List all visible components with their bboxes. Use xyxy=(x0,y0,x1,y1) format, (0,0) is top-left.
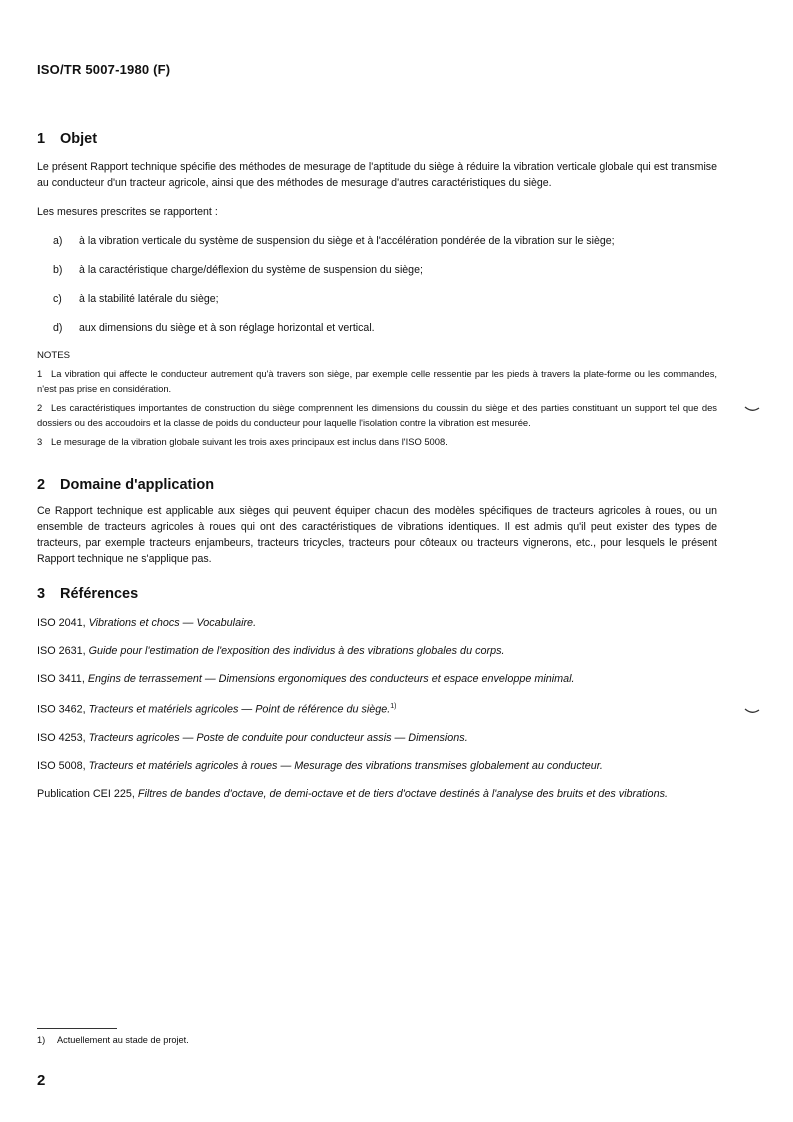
section-2-paragraph: Ce Rapport technique est applicable aux sièges qui peuvent équiper chacun des modèles spécifiques de tracteurs agricoles à roues, ou un ensemble de tracteurs agricoles à roues qui ont des caractéristiques de vibrations identiques. Il est admis qu'il peut exister des types de tracteurs, par exemple tracteurs enjambeurs, tracteurs tricycles, tracteurs pour côteaux ou tracteurs vignerons, etc., pour lesquels le présent Rapport technique ne s'applique pas. xyxy=(37,505,717,565)
footnote-text: Actuellement au stade de projet. xyxy=(57,1035,189,1045)
list-item-letter: b) xyxy=(53,264,63,276)
section-3-number: 3 xyxy=(37,586,46,602)
list-item xyxy=(37,291,717,307)
reference-item xyxy=(37,786,717,802)
reference-item xyxy=(37,615,717,631)
reference-code: ISO 4253, xyxy=(37,731,86,744)
section-3-heading xyxy=(37,585,717,603)
list-item xyxy=(37,320,717,336)
note-text: La vibration qui affecte le conducteur autrement qu'à travers son siège, par exemple celle ressentie par les pieds à travers la plate-forme ou les commandes, n'est pas prise en considération. xyxy=(37,368,717,394)
reference-title: Engins de terrassement — Dimensions ergonomiques des conducteurs et espace enveloppe minimal. xyxy=(87,673,575,685)
reference-code: Publication CEI 225, xyxy=(37,787,135,800)
note-text: Les caractéristiques importantes de construction du siège comprennent les dimensions du coussin du siège et des parties constituant un support tel que des dossiers ou des accoudoirs et la classe de poids du conducteur pour laquelle l'isolation contre la vibration est mesurée. xyxy=(37,402,717,428)
footnote-separator xyxy=(37,1028,117,1029)
list-item-letter: d) xyxy=(53,322,63,334)
reference-item xyxy=(37,699,717,718)
margin-mark-icon xyxy=(744,404,760,414)
section-1-number: 1 xyxy=(37,131,46,147)
note-number: 3 xyxy=(37,436,43,447)
section-1-intro: Les mesures prescrites se rapportent : xyxy=(37,206,218,218)
reference-code: ISO 3411, xyxy=(37,673,85,685)
reference-title: Filtres de bandes d'octave, de demi-octave et de tiers d'octave destinés à l'analyse des bruits et des vibrations. xyxy=(137,787,668,800)
section-1-paragraph: Le présent Rapport technique spécifie des méthodes de mesurage de l'aptitude du siège à réduire la vibration verticale globale qui est transmise au conducteur d'un tracteur agricole, ainsi que des méthodes de mesurage d'autres caractéristiques du siège. xyxy=(37,161,717,189)
section-3-title: Références xyxy=(60,586,139,602)
note-item xyxy=(37,366,717,396)
reference-item xyxy=(37,671,717,687)
note-number: 2 xyxy=(37,402,43,413)
note-item xyxy=(37,434,717,449)
reference-code: ISO 5008, xyxy=(37,759,86,772)
note-number: 1 xyxy=(37,368,43,379)
section-2-heading xyxy=(37,476,717,494)
section-1-title: Objet xyxy=(60,131,98,147)
margin-mark-icon xyxy=(744,706,760,716)
page-content xyxy=(37,130,717,802)
section-2-title: Domaine d'application xyxy=(60,477,215,493)
reference-code: ISO 2041, xyxy=(37,617,86,629)
reference-title: Tracteurs et matériels agricoles à roues — Mesurage des vibrations transmises globalement au conducteur. xyxy=(88,759,603,772)
footnote-marker: 1) xyxy=(390,703,397,710)
reference-item xyxy=(37,758,717,774)
note-item xyxy=(37,400,717,430)
list-item-text: à la stabilité latérale du siège; xyxy=(79,293,219,305)
list-item-letter: c) xyxy=(53,293,62,305)
reference-title: Tracteurs agricoles — Poste de conduite pour conducteur assis — Dimensions. xyxy=(88,731,468,744)
reference-code: ISO 3462, xyxy=(37,703,86,716)
reference-item xyxy=(37,643,717,659)
footnote-number: 1) xyxy=(37,1035,46,1045)
section-2-number: 2 xyxy=(37,477,46,493)
section-1-heading xyxy=(37,130,717,148)
note-text: Le mesurage de la vibration globale suivant les trois axes principaux est inclus dans l'ISO 5008. xyxy=(51,436,448,447)
list-item xyxy=(37,233,717,249)
reference-title: Vibrations et chocs — Vocabulaire. xyxy=(88,617,257,629)
notes-heading: NOTES xyxy=(37,350,71,361)
reference-item xyxy=(37,730,717,746)
measurement-list xyxy=(37,233,717,336)
reference-title: Tracteurs et matériels agricoles — Point de référence du siège. xyxy=(88,703,391,716)
list-item-text: aux dimensions du siège et à son réglage horizontal et vertical. xyxy=(79,322,375,334)
page-number: 2 xyxy=(37,1072,46,1089)
footnote xyxy=(37,1034,189,1046)
list-item xyxy=(37,262,717,278)
list-item-text: à la caractéristique charge/déflexion du système de suspension du siège; xyxy=(79,264,423,276)
list-item-letter: a) xyxy=(53,235,63,247)
list-item-text: à la vibration verticale du système de suspension du siège et à l'accélération pondérée de la vibration sur le siège; xyxy=(79,235,615,247)
reference-code: ISO 2631, xyxy=(37,645,86,657)
document-identifier: ISO/TR 5007-1980 (F) xyxy=(37,62,171,77)
reference-title: Guide pour l'estimation de l'exposition des individus à des vibrations globales du corps. xyxy=(88,645,505,657)
